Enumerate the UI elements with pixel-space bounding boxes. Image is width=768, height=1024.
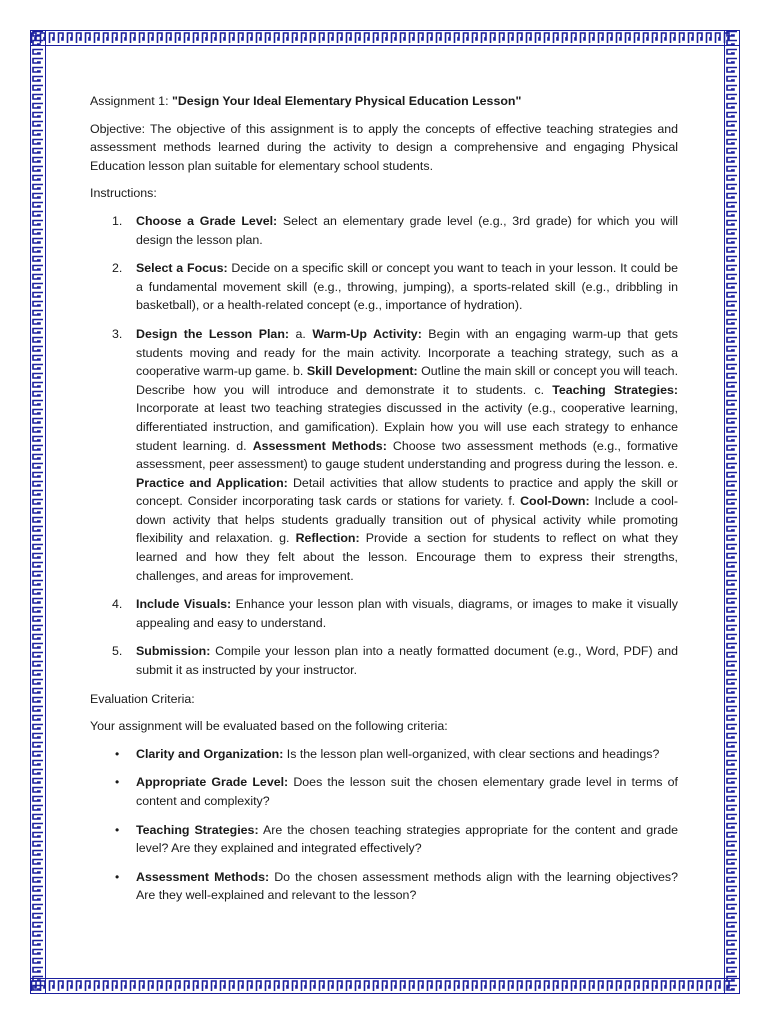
instruction-step — [90, 259, 678, 315]
right-border — [724, 30, 740, 994]
instruction-step — [90, 642, 678, 679]
criteria-text: Is the lesson plan well-organized, with clear sections and headings? — [283, 746, 660, 761]
evaluation-intro: Your assignment will be evaluated based on the following criteria: — [90, 719, 448, 734]
document-body — [90, 92, 678, 915]
step-text: Select an elementary grade level (e.g., 3rd grade) for which you will design the lesson plan. — [136, 213, 679, 247]
step-text: Choose two assessment methods (e.g., formative assessment, peer assessment) to gauge student understanding and progress during the lesson. e. — [136, 438, 678, 472]
instructions-label: Instructions: — [90, 186, 157, 201]
greek-key-pattern — [33, 32, 43, 991]
step-number: 5. — [112, 644, 123, 659]
step-heading: Skill Development: — [306, 364, 418, 379]
criteria-heading: Teaching Strategies: — [136, 822, 259, 837]
criteria-list — [90, 745, 678, 905]
step-heading: Choose a Grade Level: — [136, 213, 278, 228]
step-number: 4. — [112, 597, 123, 612]
instruction-step — [90, 325, 678, 585]
top-border — [30, 30, 740, 46]
step-heading: Cool-Down: — [520, 494, 590, 509]
criteria-heading: Appropriate Grade Level: — [136, 775, 289, 790]
greek-key-pattern — [727, 32, 737, 991]
criteria-heading: Assessment Methods: — [136, 869, 270, 884]
step-text: Provide a section for students to reflect on what they learned and how they felt about the lesson. Encourage them to express their strengths, challenges, and areas for improvement. — [136, 531, 678, 583]
step-heading: Design the Lesson Plan: — [136, 326, 290, 341]
step-text: Decide on a specific skill or concept you want to teach in your lesson. It could be a fundamental movement skill (e.g., throwing, jumping), a sports-related skill (e.g., dribbling in basketball), or a health-related concept (e.g., importance of hydration). — [136, 261, 678, 313]
step-number: 3. — [112, 326, 123, 341]
bullet-icon: • — [115, 822, 120, 837]
criteria-text: Does the lesson suit the chosen elementary grade level in terms of content and complexity? — [136, 775, 678, 808]
instruction-step — [90, 212, 678, 249]
step-text: Compile your lesson plan into a neatly formatted document (e.g., Word, PDF) and submit it as instructed by your instructor. — [136, 644, 678, 678]
step-text: Outline the main skill or concept you will teach. Describe how you will introduce and demonstrate it to students. c. — [136, 364, 679, 397]
left-border — [30, 30, 46, 994]
bullet-icon: • — [115, 869, 120, 884]
step-number: 2. — [112, 261, 123, 276]
step-number: 1. — [112, 213, 123, 228]
criteria-item — [90, 745, 678, 764]
criteria-item — [90, 773, 678, 810]
step-text: Detail activities that allow students to practice and apply the skill or concept. Consider incorporating task cards or stations for variety. f. — [136, 475, 678, 509]
step-text: Begin with an engaging warm-up that gets students moving and ready for the main activity. Incorporate a teaching strategy, such as a cooperative warm-up game. b. — [136, 326, 678, 379]
step-heading: Reflection: — [295, 531, 360, 546]
step-heading: Include Visuals: — [136, 597, 232, 612]
title-name: "Design Your Ideal Elementary Physical Education Lesson" — [171, 94, 522, 108]
greek-key-pattern — [32, 33, 730, 43]
criteria-item — [90, 868, 678, 905]
step-text: Incorporate at least two teaching strategies discussed in the activity (e.g., cooperative learning, differentiated instruction, and gamification). Explain how you will use each strategy to enhance student learning. d. — [136, 401, 678, 453]
instruction-step — [90, 595, 678, 632]
bullet-icon: • — [115, 746, 120, 761]
step-text: Enhance your lesson plan with visuals, diagrams, or images to make it visually appealing and easy to understand. — [136, 597, 678, 630]
instructions-list — [90, 212, 678, 680]
step-heading: Submission: — [136, 644, 211, 659]
step-heading: Assessment Methods: — [252, 438, 387, 453]
criteria-text: Are the chosen teaching strategies appropriate for the content and grade level? Are they explained and integrated effectively? — [136, 822, 678, 856]
step-heading: Select a Focus: — [136, 261, 228, 276]
bullet-icon: • — [115, 775, 120, 790]
step-heading: Teaching Strategies: — [552, 382, 678, 397]
bottom-border — [30, 978, 740, 994]
step-heading: Practice and Application: — [136, 475, 288, 490]
criteria-heading: Clarity and Organization: — [136, 746, 284, 761]
evaluation-label: Evaluation Criteria: — [90, 691, 195, 706]
criteria-item — [90, 821, 678, 858]
title-prefix: Assignment 1: — [90, 94, 172, 108]
step-heading: Warm-Up Activity: — [312, 326, 422, 341]
criteria-text: Do the chosen assessment methods align with the learning objectives? Are they well-explained and relevant to the lesson? — [136, 869, 678, 903]
step-text: Include a cool-down activity that helps students gradually transition out of physical activity while promoting flexibility and relaxation. g. — [136, 494, 679, 546]
objective-paragraph: Objective: The objective of this assignment is to apply the concepts of effective teaching strategies and assessment methods learned during the activity to design a comprehensive and engaging Physical Education lesson plan suitable for elementary school students. — [90, 121, 678, 173]
assignment-title — [90, 92, 678, 111]
greek-key-pattern — [32, 981, 730, 991]
step-text: a. — [289, 326, 313, 341]
